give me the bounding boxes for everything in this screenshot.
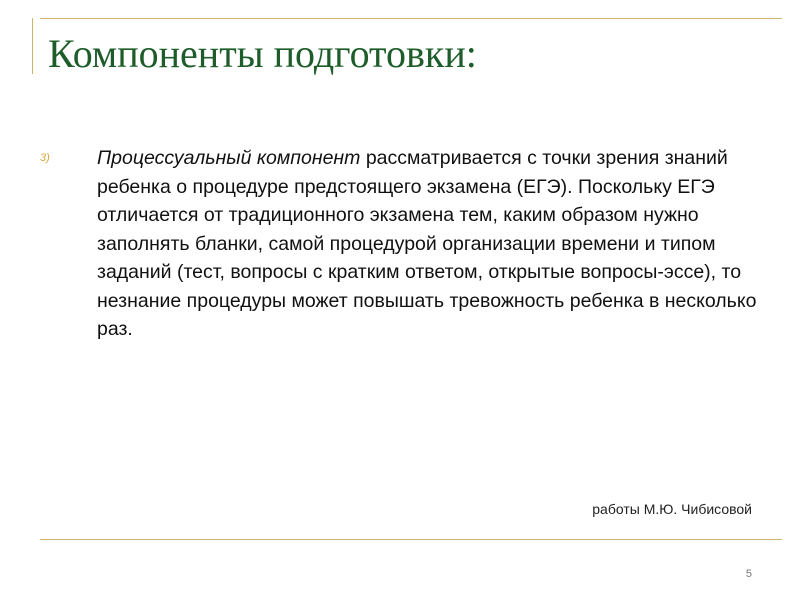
attribution: работы М.Ю. Чибисовой [592,501,752,517]
emphasis-text: Процессуальный компонент [97,147,361,169]
body-paragraph [97,144,757,344]
page-number: 5 [745,568,752,580]
left-accent-line [32,18,33,74]
body-text: рассматривается с точки зрения знаний ребенка о процедуре предстоящего экзамена (ЕГЭ). Поскольку ЕГЭ отличается от традиционного экзамена тем, каким образом нужно заполнять бланки, самой процедурой организации времени и типом заданий (тест, вопросы с кратким ответом, открытые вопросы-эссе), то незнание процедуры может повышать тревожность ребенка в несколько раз. [97,147,757,340]
top-divider [40,18,782,19]
slide-title: Компоненты подготовки: [48,31,477,76]
list-marker: 3) [40,152,50,164]
bottom-divider [40,539,782,540]
